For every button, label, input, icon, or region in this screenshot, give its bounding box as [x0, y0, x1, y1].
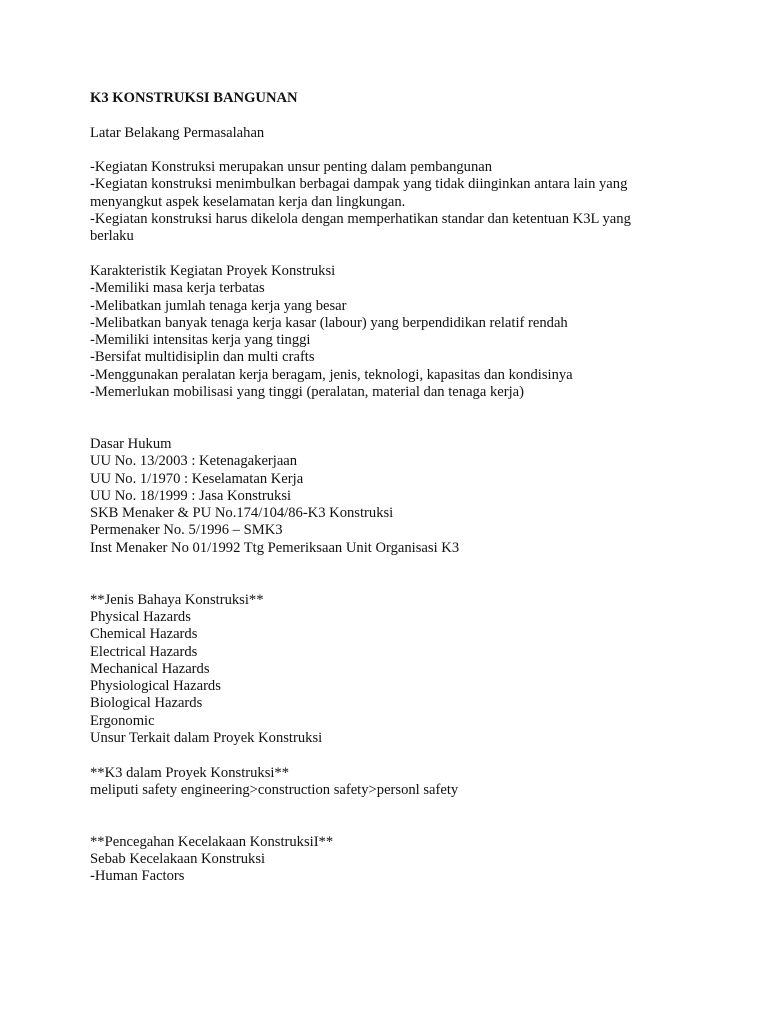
prevention-line: Sebab Kecelakaan Konstruksi: [90, 851, 266, 868]
hazards-line: Mechanical Hazards: [90, 660, 210, 677]
document-title: K3 KONSTRUKSI BANGUNAN: [90, 90, 298, 106]
background-line: -Kegiatan konstruksi menimbulkan berbagai dampak yang tidak diinginkan antara lain yang: [90, 176, 628, 193]
legal-basis-line: UU No. 13/2003 : Ketenagakerjaan: [90, 453, 298, 470]
document-page: [90, 90, 690, 886]
legal-basis-line: UU No. 18/1999 : Jasa Konstruksi: [90, 487, 292, 504]
section-heading-hazards: **Jenis Bahaya Konstruksi**: [90, 591, 264, 608]
hazards-line: Biological Hazards: [90, 695, 203, 712]
legal-basis-line: UU No. 1/1970 : Keselamatan Kerja: [90, 470, 304, 487]
spacer: [90, 799, 690, 834]
background-line: -Kegiatan konstruksi harus dikelola dengan memperhatikan standar dan ketentuan K3L yang: [90, 211, 631, 228]
hazards-line: Physical Hazards: [90, 608, 191, 625]
prevention-line: -Human Factors: [90, 868, 185, 885]
background-line: menyangkut aspek keselamatan kerja dan lingkungan.: [90, 193, 406, 210]
legal-basis-line: SKB Menaker & PU No.174/104/86-K3 Konstruksi: [90, 505, 394, 522]
section-heading-background: Latar Belakang Permasalahan: [90, 124, 265, 141]
background-line: -Kegiatan Konstruksi merupakan unsur penting dalam pembangunan: [90, 159, 493, 176]
hazards-line: Chemical Hazards: [90, 626, 198, 643]
characteristics-line: -Menggunakan peralatan kerja beragam, jenis, teknologi, kapasitas dan kondisinya: [90, 366, 573, 383]
hazards-line: Ergonomic: [90, 712, 155, 729]
characteristics-line: -Memerlukan mobilisasi yang tinggi (peralatan, material dan tenaga kerja): [90, 384, 525, 401]
spacer: [90, 246, 690, 263]
spacer: [90, 107, 690, 124]
characteristics-line: -Melibatkan jumlah tenaga kerja yang besar: [90, 297, 347, 314]
characteristics-line: -Memiliki intensitas kerja yang tinggi: [90, 332, 311, 349]
characteristics-line: -Bersifat multidisiplin dan multi crafts: [90, 349, 315, 366]
characteristics-line: -Memiliki masa kerja terbatas: [90, 280, 265, 297]
background-line: berlaku: [90, 228, 134, 245]
hazards-line: Physiological Hazards: [90, 678, 221, 695]
spacer: [90, 557, 690, 592]
section-heading-characteristics: Karakteristik Kegiatan Proyek Konstruksi: [90, 262, 336, 279]
characteristics-line: -Melibatkan banyak tenaga kerja kasar (labour) yang berpendidikan relatif rendah: [90, 314, 568, 331]
section-heading-k3-project: **K3 dalam Proyek Konstruksi**: [90, 764, 290, 781]
hazards-line: Unsur Terkait dalam Proyek Konstruksi: [90, 729, 323, 746]
section-heading-prevention: **Pencegahan Kecelakaan KonstruksiI**: [90, 833, 334, 850]
section-heading-legal-basis: Dasar Hukum: [90, 435, 172, 452]
legal-basis-line: Inst Menaker No 01/1992 Ttg Pemeriksaan Unit Organisasi K3: [90, 539, 460, 556]
spacer: [90, 747, 690, 764]
k3-project-line: meliputi safety engineering>construction safety>personl safety: [90, 781, 459, 798]
legal-basis-line: Permenaker No. 5/1996 – SMK3: [90, 522, 283, 539]
hazards-line: Electrical Hazards: [90, 643, 198, 660]
spacer: [90, 142, 690, 159]
spacer: [90, 401, 690, 436]
